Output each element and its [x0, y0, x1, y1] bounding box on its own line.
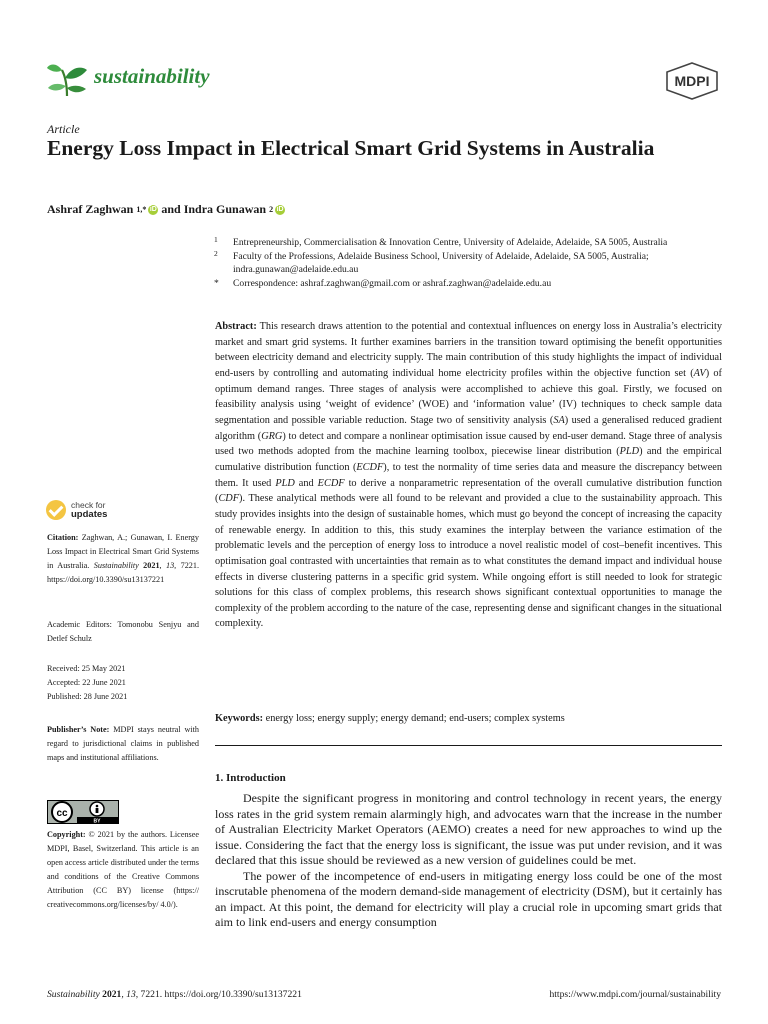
affiliation-item	[214, 277, 724, 291]
paragraph: Despite the significant progress in monitoring and control technology in recent years, the energy loss rates in the grid system remain alarmingly high, and advocates warn that the increase in the number of Australian Electricity Market Operators (AEMO) creates a need for new approaches to wind up the issue. Considering the fact that the energy loss is significant, the issue was put under revision, and it was declared that this issue should be reviewed as a new version of guidelines could be met.	[215, 791, 722, 867]
abstract-text: ), to test the normality of time series data and measure the discrepancy between them. It used	[215, 461, 723, 489]
abstract-term: PLD	[619, 446, 640, 458]
publisher-note-text: MDPI stays neutral with regard to jurisdictional claims in published maps and institutional affiliations.	[47, 725, 200, 762]
academic-editors: Academic Editors: Tomonobu Senjyu and Detlef Schulz	[47, 620, 199, 643]
publisher-note-label: Publisher’s Note:	[47, 725, 110, 734]
abstract-term: SA	[553, 414, 565, 426]
affiliation-mark: 1	[214, 235, 218, 244]
received-date: Received: 25 May 2021	[47, 664, 126, 673]
abstract-label: Abstract:	[215, 321, 257, 332]
citation-year: 2021	[138, 560, 160, 570]
paragraph: The power of the incompetence of end-users in mitigating energy loss could be one of the most inscrutable phenomena of the modern demand-side management of electricity (DSM), but it certainly has an impact. At this point, the demand for electricity will play a crucial role in upcoming smart grids that aim to link end-users and energy consumption	[215, 868, 722, 929]
check-for-updates-label	[71, 501, 107, 519]
footer-year: 2021	[99, 989, 122, 1000]
footer-volume: , 13	[121, 989, 136, 1000]
abstract-text: to derive a nonparametric representation of the overall cumulative distribution function (	[215, 477, 722, 505]
published-date: Published: 28 June 2021	[47, 691, 128, 701]
author-list	[47, 202, 288, 217]
section-divider	[215, 745, 722, 746]
footer-journal: Sustainability	[47, 989, 100, 1000]
abstract-text: ) to detect and compare a nonlinear optimisation issue caused by end-user demand. Stage three of analysis used two methods adopted from the machine learning toolbox, piecewise linear distribution (	[215, 430, 722, 458]
abstract-text: This research draws attention to the potential and contextual influences on energy loss in Australia’s electricity market and smart grid systems. It further examines barriers in the transition toward optimising the benefit opportunities between electricity demand and electricity supply. The main contribution of this study highlights the impact of individual end-users by controlling and automating individual home electricity profiles within the objective function set (	[215, 321, 722, 379]
check-label-line: updates	[71, 509, 108, 520]
citation-volume: , 13	[159, 560, 175, 570]
author-affiliation-mark: 1,*	[136, 205, 147, 214]
copyright-label: Copyright:	[47, 830, 86, 839]
abstract-term: CDF	[218, 493, 240, 505]
introduction-body	[215, 791, 722, 931]
citation-doi[interactable]: , 7221. https://doi.org/10.3390/su13137221	[47, 560, 200, 584]
abstract-text: and	[294, 477, 318, 489]
author-name: Ashraf Zaghwan	[47, 202, 134, 216]
abstract-term: ECDF	[356, 461, 384, 473]
footer-doi[interactable]: , 7221. https://doi.org/10.3390/su13137221	[135, 989, 302, 1000]
keywords	[215, 711, 722, 727]
abstract-text: ) and the empirical cumulative distribution function (	[215, 446, 723, 473]
abstract-term: PLD	[275, 477, 295, 489]
abstract-term: ECDF	[317, 477, 345, 489]
affiliation-text: Entrepreneurship, Commercialisation & Innovation Centre, University of Adelaide, Adelaide, SA 5005, Australia	[233, 237, 668, 248]
check-for-updates-button[interactable]	[46, 500, 107, 520]
author-name: and Indra Gunawan	[161, 202, 267, 216]
by-label: BY	[93, 818, 101, 824]
affiliation-item	[214, 250, 724, 277]
publication-dates	[47, 662, 199, 704]
citation-block	[47, 531, 199, 587]
footer-journal-url[interactable]: https://www.mdpi.com/journal/sustainability	[549, 989, 721, 1000]
check-label-line: check for	[71, 500, 106, 510]
copyright-text: © 2021 by the authors. Licensee MDPI, Basel, Switzerland. This article is an open access article distributed under the terms and conditions of the Creative Commons Attribution (CC BY) license (https:// creativecommons.org/licenses/by/ 4.0/).	[47, 830, 199, 909]
affiliation-item	[214, 236, 724, 250]
mdpi-logo	[664, 62, 720, 100]
orcid-icon[interactable]: iD	[276, 205, 284, 213]
affiliation-mark: 2	[214, 248, 218, 258]
abstract-term: AV	[693, 367, 706, 379]
abstract-text: ) of optimum demand ranges. Three stages of analysis were accomplished to achieve this goal. Firstly, we focused on feasibility analysis using ‘weight of evidence’ (WOE) and ‘information value’ (IV) techniques to check sample data segmentation and possible variable reduction. Stage two of sensitivity analysis (	[215, 367, 722, 426]
citation-label: Citation:	[47, 533, 79, 542]
keywords-text: energy loss; energy supply; energy demand; end-users; complex systems	[263, 713, 565, 724]
check-icon	[46, 500, 66, 520]
article-type: Article	[47, 122, 80, 136]
author-affiliation-mark: 2	[269, 205, 274, 214]
affiliation-text: Faculty of the Professions, Adelaide Business School, University of Adelaide, Adelaide, SA 5005, Australia; indra.gunawan@adelaide.edu.au	[233, 250, 649, 276]
cc-by-license-icon[interactable]	[47, 800, 119, 824]
copyright-notice	[47, 828, 199, 911]
article-title: Energy Loss Impact in Electrical Smart Grid Systems in Australia	[47, 136, 655, 160]
orcid-icon[interactable]: iD	[149, 205, 157, 213]
abstract	[215, 319, 722, 632]
publisher-name: MDPI	[674, 73, 710, 89]
affiliation-mark: *	[214, 277, 219, 289]
abstract-text: ). These analytical methods were all found to be relevant and provided a clue to the sustainability approach. This study provides insights into the design of sustainable homes, which must go beyond the concept of increasing the capacity of renewable energy. In addition to this, this study examines the interplay between the variance estimation of the problematic levels and the perception of energy loss to introduce a novel realistic model of cost–benefit incentives. This optimisation goal contrasted with uncertainties that remain as to what constitutes the demand impact and individual house effects in diverse clustering patterns in a specific grid system. While ongoing effort is still needed to look for strategic solutions for this class of complex problems, this research shows significant contextual opportunities to manage the complexity of the problem according to the nature of the case, representing dense and significant changes in the situational complexity.	[215, 493, 722, 630]
cc-label: cc	[56, 808, 68, 819]
citation-journal: Sustainability	[93, 560, 139, 570]
journal-name: sustainability	[94, 64, 210, 88]
accepted-date: Accepted: 22 June 2021	[47, 677, 126, 687]
sustainability-leaf-logo	[46, 58, 88, 98]
publisher-note	[47, 723, 199, 765]
footer-citation	[47, 989, 302, 1000]
abstract-text: ) used a generalised reduced gradient algorithm (	[215, 414, 723, 442]
abstract-term: GRG	[261, 430, 283, 442]
section-heading: 1. Introduction	[215, 772, 286, 784]
affiliation-text: Correspondence: ashraf.zaghwan@gmail.com or ashraf.zaghwan@adelaide.edu.au	[233, 277, 552, 289]
affiliations	[214, 236, 724, 290]
citation-text: Zaghwan, A.; Gunawan, I. Energy Loss Impact in Electrical Smart Grid Systems in Australia.	[47, 533, 199, 570]
keywords-label: Keywords:	[215, 713, 264, 724]
